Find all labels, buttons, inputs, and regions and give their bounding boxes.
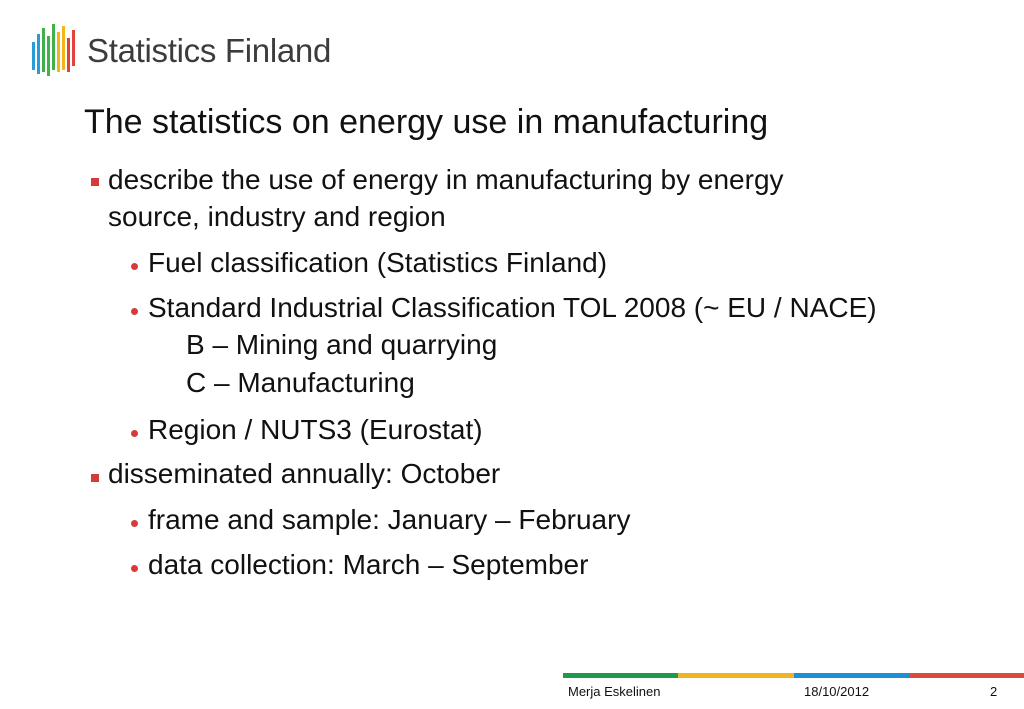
bullet-dot-icon [131,308,138,315]
statistics-finland-logo-mark-icon [30,22,78,82]
footer-bar-green [563,673,678,678]
sub-bullet-data-collection: data collection: March – September [148,549,589,580]
footer-color-bar [563,673,1024,678]
classification-item-c: C – Manufacturing [186,367,415,398]
footer-page-number: 2 [990,684,998,699]
footer-author: Merja Eskelinen [568,684,661,699]
classification-item-b: B – Mining and quarrying [186,329,498,360]
bullet-dot-icon [131,430,138,437]
sub-bullet-fuel-classification: Fuel classification (Statistics Finland) [148,247,608,278]
footer-bar-blue [794,673,909,678]
sub-bullet-industrial-classification: Standard Industrial Classification TOL 2008 (~ EU / NACE) [148,292,877,323]
bullet-dot-icon [131,520,138,527]
sub-bullet-frame-sample: frame and sample: January – February [148,504,631,535]
logo-brand-name: Statistics Finland [87,32,332,69]
bullet-dot-icon [131,263,138,270]
footer-bar-red [909,673,1024,678]
bullet-describe-line1: describe the use of energy in manufacturing by energy [108,164,784,195]
bullet-square-icon [91,474,99,482]
bullet-square-icon [91,178,99,186]
footer-date: 18/10/2012 [804,684,870,699]
bullet-describe-line2: source, industry and region [108,201,446,232]
slide-title: The statistics on energy use in manufacturing [84,103,769,141]
bullet-disseminated: disseminated annually: October [108,458,501,489]
sub-bullet-region: Region / NUTS3 (Eurostat) [148,414,483,445]
bullet-dot-icon [131,565,138,572]
footer-bar-yellow [678,673,793,678]
